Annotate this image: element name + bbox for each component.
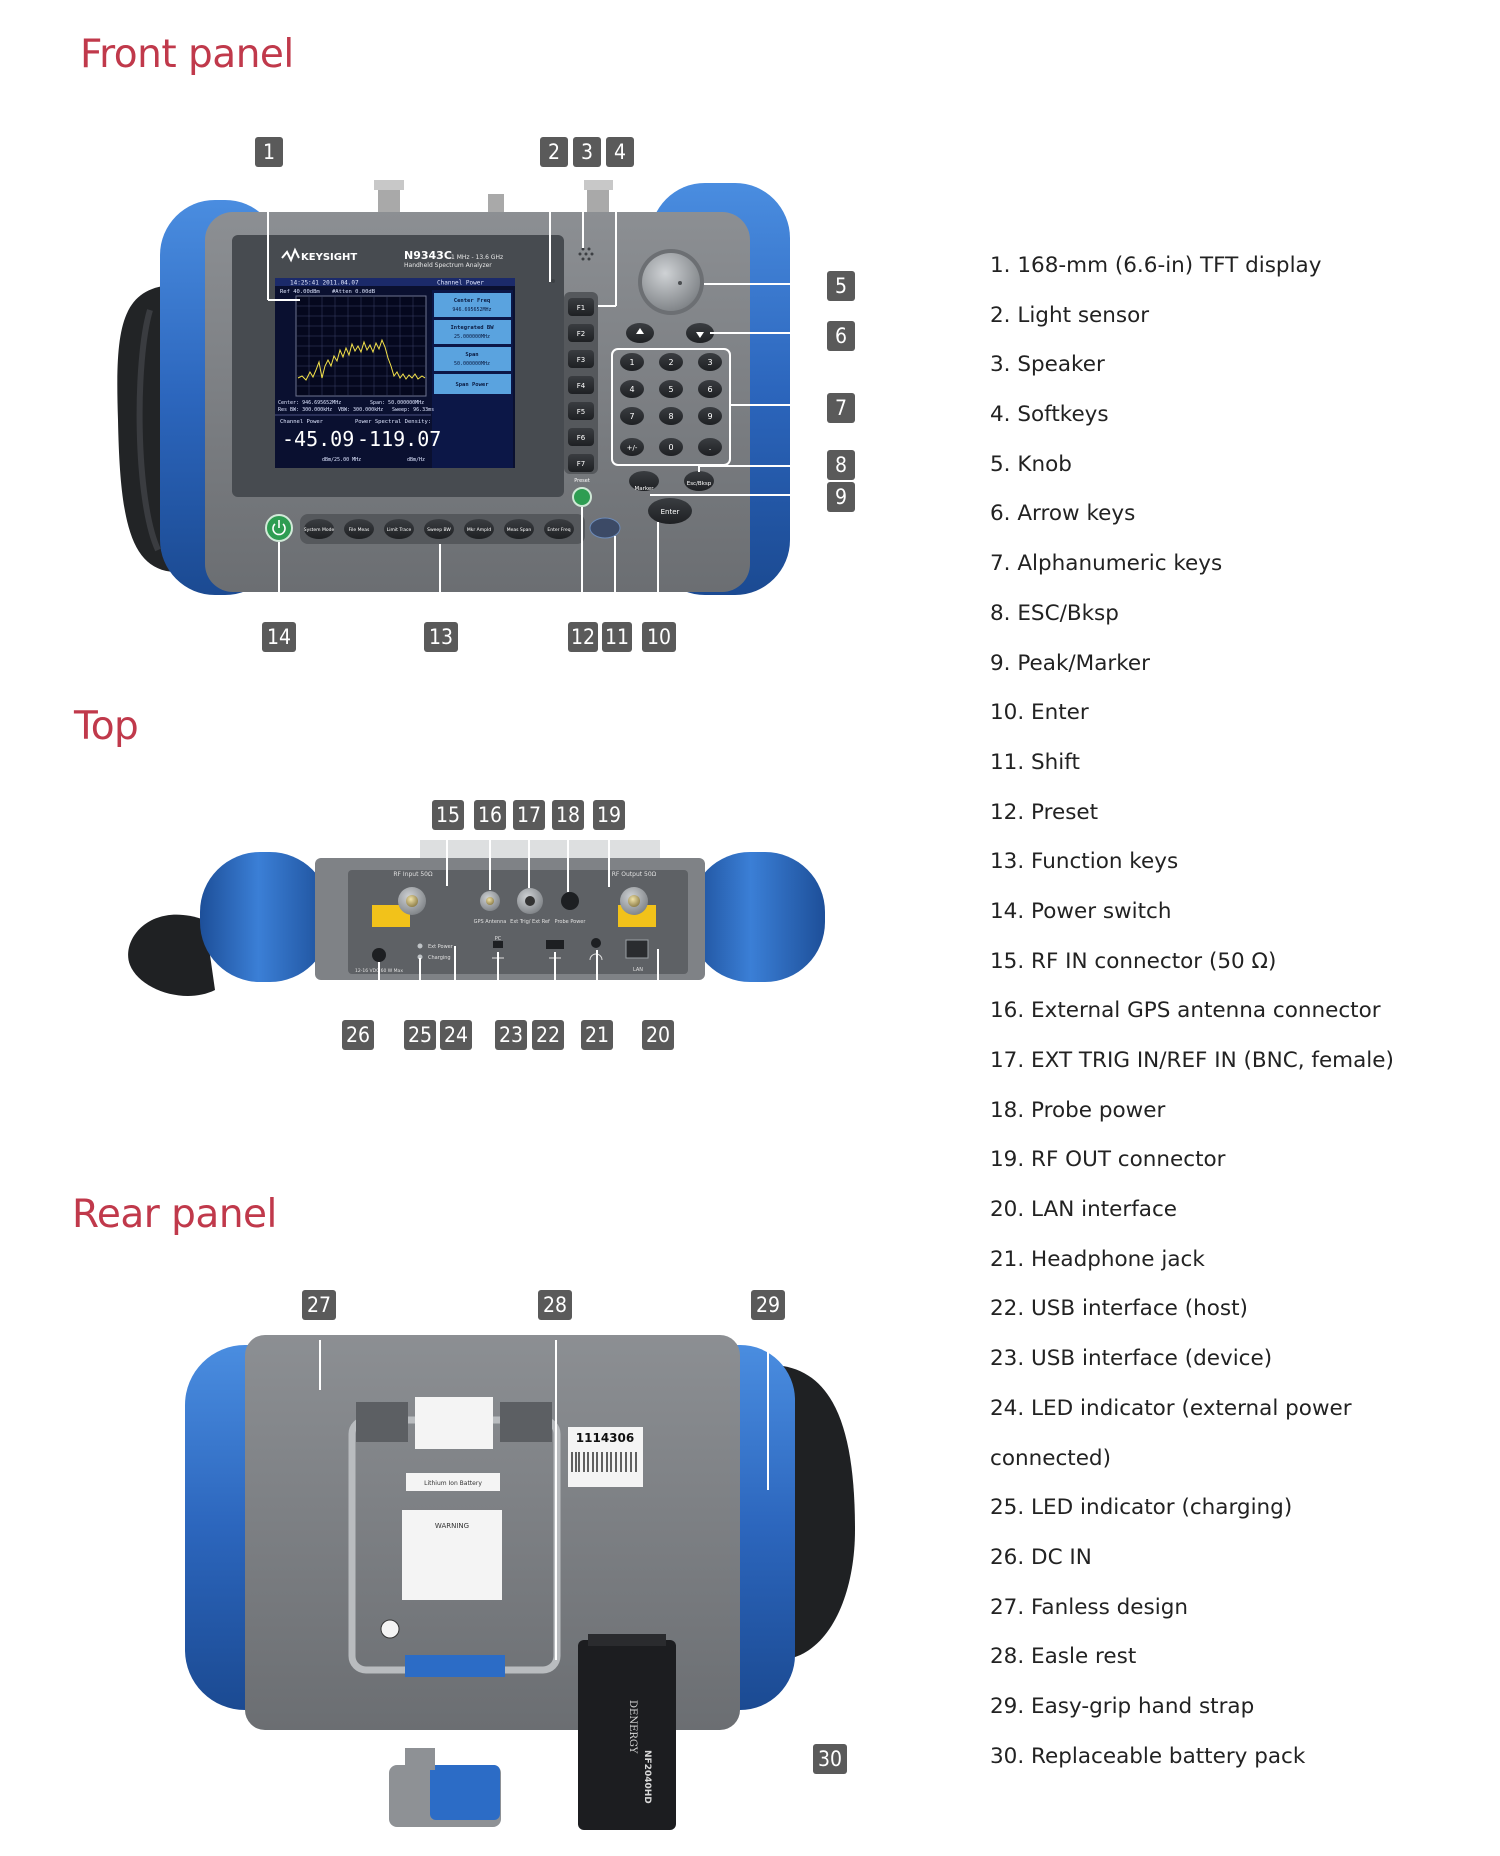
- serial-number-text: 1114306: [575, 1431, 635, 1445]
- lan-text: LAN: [632, 967, 644, 973]
- svg-text:19: 19: [596, 803, 622, 827]
- ext-power-text: Ext Power: [428, 944, 453, 950]
- shift-key[interactable]: [590, 518, 620, 538]
- legend-item: 1. 168-mm (6.6-in) TFT display: [990, 253, 1322, 278]
- rf-output-text: RF Output 50Ω: [611, 871, 657, 878]
- svg-text:System Mode: System Mode: [303, 528, 335, 533]
- model-range-text: 1 MHz - 13.6 GHz: [451, 254, 504, 261]
- tft-display: [275, 278, 515, 468]
- svg-text:F2: F2: [576, 330, 586, 338]
- screen-span: Span: 50.000000MHz: [370, 400, 425, 406]
- legend-item: 4. Softkeys: [990, 402, 1109, 428]
- svg-text:946.695652MHz: 946.695652MHz: [452, 307, 492, 313]
- screen-rbw: Res BW: 300.000kHz: [278, 407, 333, 413]
- legend-item: 13. Function keys: [990, 849, 1179, 875]
- svg-text:7: 7: [629, 412, 635, 421]
- legend-item: 12. Preset: [990, 799, 1099, 825]
- marker-label: Marker: [634, 486, 654, 492]
- svg-text:Span: Span: [465, 352, 479, 358]
- svg-text:17: 17: [516, 803, 542, 827]
- menu-span: [434, 347, 511, 371]
- legend-item: 27. Fanless design: [990, 1594, 1188, 1620]
- preset-key[interactable]: [573, 488, 591, 506]
- top-view-title: Top: [74, 704, 139, 749]
- svg-text:27: 27: [306, 1293, 332, 1317]
- svg-text:Center Freq: Center Freq: [453, 298, 491, 304]
- psd-label: Power Spectral Density:: [355, 419, 432, 425]
- screen-ref-level: Ref 40.00dBm: [280, 289, 320, 295]
- svg-text:10: 10: [646, 625, 672, 649]
- svg-text:Limit Trace: Limit Trace: [386, 528, 412, 533]
- legend-item: 7. Alphanumeric keys: [990, 551, 1223, 577]
- legend-item: 15. RF IN connector (50 Ω): [990, 948, 1277, 974]
- legend-item: 14. Power switch: [990, 898, 1172, 924]
- battery-label-text: Lithium Ion Battery: [424, 1480, 482, 1487]
- legend-list: [990, 241, 1470, 1781]
- battery-model-text: NF2040HD: [642, 1750, 652, 1804]
- svg-text:F6: F6: [576, 434, 586, 442]
- screen-vbw: VBW: 300.000kHz: [338, 407, 384, 413]
- svg-text:Integrated BW: Integrated BW: [450, 325, 494, 331]
- svg-text:18: 18: [555, 803, 581, 827]
- svg-text:20: 20: [645, 1023, 671, 1047]
- svg-text:Enter Freq: Enter Freq: [547, 528, 571, 533]
- svg-text:50.000000MHz: 50.000000MHz: [453, 361, 491, 367]
- legend-item: 25. LED indicator (charging): [990, 1495, 1293, 1521]
- svg-text:Mkr Ampld: Mkr Ampld: [466, 528, 492, 533]
- svg-text:23: 23: [498, 1023, 524, 1047]
- legend-item: 23. USB interface (device): [990, 1346, 1273, 1372]
- svg-text:4: 4: [613, 140, 627, 164]
- softkey-column: [568, 298, 594, 472]
- screen-sweep: Sweep: 96.33ms: [392, 407, 435, 413]
- dc-in-text: 12-16 VDC 60 W Max: [355, 969, 403, 974]
- channel-power-label: Channel Power: [280, 419, 324, 425]
- svg-text:29: 29: [755, 1293, 781, 1317]
- svg-text:9: 9: [834, 485, 848, 509]
- escbksp-label: Esc/Bksp: [686, 481, 712, 487]
- legend-item: 11. Shift: [990, 749, 1080, 775]
- channel-power-unit: dBm/25.00 MHz: [322, 457, 362, 463]
- svg-text:F5: F5: [576, 408, 586, 416]
- svg-text:26: 26: [345, 1023, 371, 1047]
- legend-item: 26. DC IN: [990, 1544, 1092, 1570]
- top-left-bumper: [200, 852, 330, 982]
- legend-item: connected): [990, 1445, 1111, 1471]
- svg-text:11: 11: [604, 625, 630, 649]
- svg-text:9: 9: [707, 412, 713, 421]
- legend-item: 9. Peak/Marker: [990, 650, 1150, 676]
- svg-text:Sweep BW: Sweep BW: [427, 528, 451, 533]
- recycle-icon: [381, 1620, 399, 1638]
- legend-item: 29. Easy-grip hand strap: [990, 1693, 1255, 1719]
- battery-brand-text: DENERGY: [627, 1700, 638, 1754]
- front-device: [117, 180, 790, 595]
- svg-text:25: 25: [407, 1023, 433, 1047]
- legend-item: 20. LAN interface: [990, 1197, 1178, 1223]
- legend-item: 10. Enter: [990, 700, 1089, 726]
- usb-host-port[interactable]: [546, 940, 564, 949]
- screen-atten: #Atten 0.00dB: [332, 289, 376, 295]
- legend-item: 22. USB interface (host): [990, 1296, 1248, 1322]
- svg-text:Span Power: Span Power: [455, 382, 489, 388]
- svg-text:25.000000MHz: 25.000000MHz: [453, 334, 491, 340]
- probe-power-text: Probe Power: [554, 919, 586, 925]
- svg-text:30: 30: [817, 1747, 843, 1771]
- svg-text:Meas Span: Meas Span: [506, 528, 532, 533]
- top-right-bumper: [690, 852, 825, 982]
- svg-text:F3: F3: [576, 356, 586, 364]
- gps-text: GPS Antenna: [473, 919, 507, 925]
- headphone-jack[interactable]: [591, 938, 601, 948]
- front-panel-title: Front panel: [80, 32, 294, 77]
- legend-item: 2. Light sensor: [990, 302, 1150, 328]
- channel-power-value: -45.09: [282, 427, 355, 451]
- svg-text:7: 7: [834, 396, 848, 420]
- svg-text:22: 22: [535, 1023, 561, 1047]
- legend-item: 3. Speaker: [990, 352, 1105, 378]
- legend-item: 5. Knob: [990, 451, 1072, 477]
- screen-menu: [434, 293, 511, 394]
- lan-port[interactable]: [626, 940, 648, 958]
- legend-item: 18. Probe power: [990, 1097, 1166, 1123]
- svg-text:File Meas: File Meas: [348, 528, 370, 533]
- legend-item: 6. Arrow keys: [990, 501, 1136, 527]
- svg-text:12: 12: [570, 625, 596, 649]
- svg-text:1: 1: [629, 358, 635, 367]
- legend-item: 24. LED indicator (external power: [990, 1395, 1352, 1421]
- svg-text:5: 5: [834, 274, 848, 298]
- svg-text:24: 24: [443, 1023, 469, 1047]
- top-device: [128, 840, 825, 996]
- charging-text: Charging: [428, 955, 451, 961]
- svg-text:3: 3: [707, 358, 713, 367]
- svg-text:15: 15: [435, 803, 461, 827]
- svg-text:F1: F1: [576, 304, 586, 312]
- legend-item: 17. EXT TRIG IN/REF IN (BNC, female): [990, 1048, 1394, 1073]
- model-text: N9343C: [404, 249, 452, 262]
- svg-text:4: 4: [629, 385, 635, 394]
- svg-text:6: 6: [834, 324, 848, 348]
- ext-power-led: [418, 944, 423, 949]
- svg-text:8: 8: [834, 453, 848, 477]
- warning-text: WARNING: [434, 1522, 470, 1530]
- svg-text:16: 16: [477, 803, 503, 827]
- probe-power-jack[interactable]: [561, 892, 579, 910]
- usb-device-port[interactable]: [493, 941, 503, 948]
- legend-item: 21. Headphone jack: [990, 1246, 1205, 1272]
- svg-text:21: 21: [584, 1023, 610, 1047]
- svg-text:0: 0: [668, 443, 674, 452]
- screen-status: 14:25:41 2011.04.07: [290, 279, 359, 287]
- brand-text: KEYSIGHT: [301, 252, 358, 263]
- svg-text:2: 2: [668, 358, 674, 367]
- menu-center-freq: [434, 293, 511, 317]
- battery-pack[interactable]: [578, 1640, 676, 1830]
- svg-text:1: 1: [262, 140, 276, 164]
- svg-text:8: 8: [668, 412, 674, 421]
- psd-value: -119.07: [357, 427, 442, 451]
- menu-integrated-bw: [434, 320, 511, 344]
- psd-unit: dBm/Hz: [407, 457, 426, 463]
- svg-text:5: 5: [668, 385, 674, 394]
- svg-text:2: 2: [547, 140, 561, 164]
- svg-text:+/-: +/-: [626, 444, 638, 452]
- svg-text:.: .: [708, 443, 712, 452]
- svg-text:14: 14: [266, 625, 292, 649]
- svg-text:F7: F7: [576, 460, 586, 468]
- dc-in-jack[interactable]: [372, 948, 386, 962]
- legend-item: 8. ESC/Bksp: [990, 600, 1119, 626]
- ext-trig-text: Ext Trig/ Ext Ref: [510, 919, 550, 925]
- rear-panel-title: Rear panel: [72, 1192, 277, 1237]
- enter-label: Enter: [660, 508, 680, 516]
- legend-item: 16. External GPS antenna connector: [990, 998, 1381, 1024]
- legend-item: 30. Replaceable battery pack: [990, 1743, 1306, 1769]
- pc-text: PC: [494, 936, 502, 942]
- legend-item: 19. RF OUT connector: [990, 1147, 1226, 1173]
- rf-input-text: RF Input 50Ω: [393, 871, 433, 878]
- svg-text:28: 28: [542, 1293, 568, 1317]
- svg-text:3: 3: [580, 140, 594, 164]
- preset-label: Preset: [574, 478, 590, 484]
- model-desc-text: Handheld Spectrum Analyzer: [404, 262, 492, 269]
- legend-item: 28. Easle rest: [990, 1644, 1137, 1670]
- light-sensor: [551, 279, 555, 283]
- svg-text:6: 6: [707, 385, 713, 394]
- rotary-knob[interactable]: [642, 253, 700, 311]
- svg-text:F4: F4: [576, 382, 586, 390]
- screen-center: Center: 946.695652MHz: [278, 400, 342, 406]
- svg-text:13: 13: [428, 625, 454, 649]
- screen-menu-title: Channel Power: [437, 279, 484, 287]
- rear-device: [185, 1335, 855, 1830]
